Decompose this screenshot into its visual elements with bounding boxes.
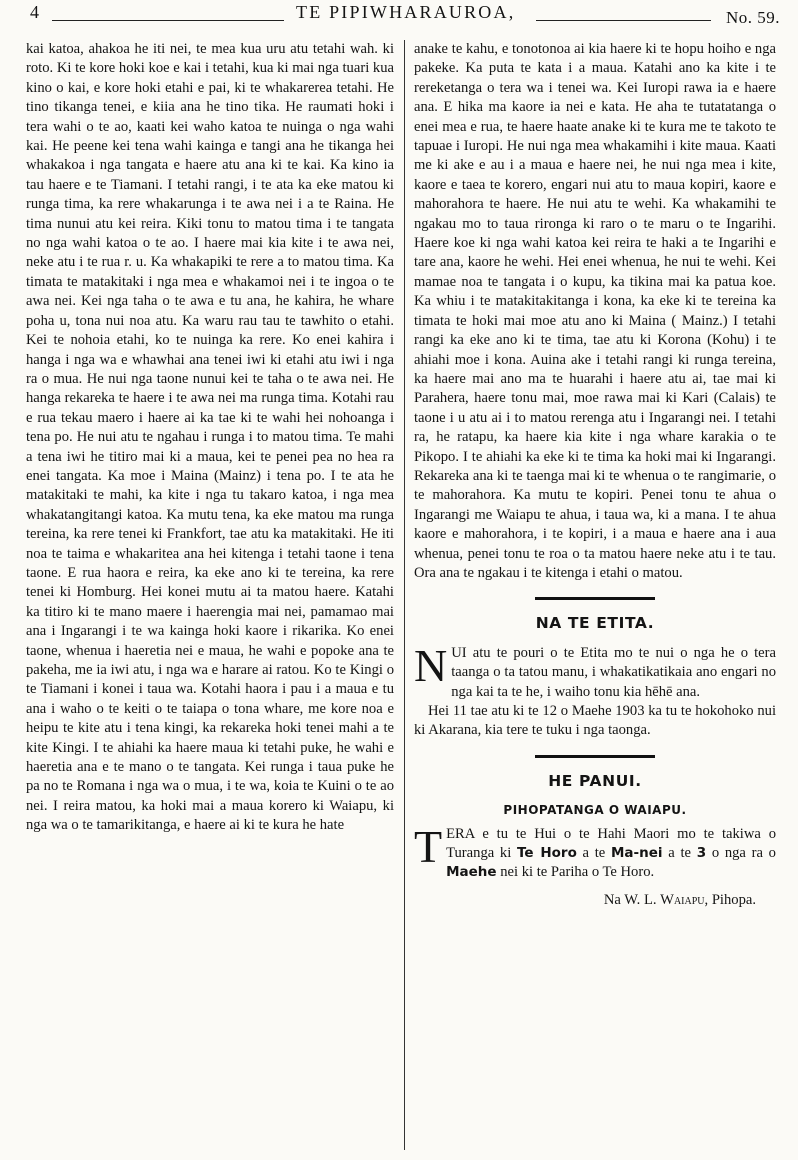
notice-heading: HE PANUI.: [548, 771, 642, 790]
notice-bold: Maehe: [446, 864, 497, 881]
notice-text: a te: [576, 845, 611, 862]
notice-section: [414, 772, 776, 910]
issue-number: No. 59.: [726, 8, 781, 27]
notice-text: o nga ra o: [706, 845, 776, 862]
section-rule: [535, 597, 655, 600]
signature: Na W. L. Waiapu, Pihopa.: [603, 891, 756, 908]
article-text: kai katoa, ahakoa he iti nei, te mea kua uru atu tetahi wah. ki roto. Ki te kore hoki koe e kai i tetahi, kua ki mai nga tuari kua kino o kai, e kore hoki etahi e pai, ki te whakarerea tetahi. He tino tikanga tenei, e kiia ana he tino tika. He raumati hoki i tera wahi o te ao, kaati kei waho katoa te nuinga o nga wahi kai. He peene kei tena wahi kainga e tangi ana he tikanga hei whakakoa i nga tangata e haere atu ana ki te kai. Ka kino ia tau haere e te Tiamani. I tetahi rangi, i te ata ka eke matou ki runga tima, ka rere whakarunga i te awa nei i a te Raina. He tima nunui atu kei reira. Kiki tonu to matou tima i te tangata no nga wahi katoa o te ao. I haere mai kia kite i te awa nei, neke atu i te rua r. u. Ka whakapiki te rere a to matou tima. Ka timata te matakitaki i nga mea e whakamoi nei i te ingoa o te awa nei. Kei nga taha o te awa e tu ana, he kahira, he whare poha u, tona nui noa atu. Ka waru rau tau te tawhito o etahi. Kei te nohoia etahi, ko te nuinga ka rere. Ko enei kahira i hanga i nga wa e whawhai ana tenei iwi ki etahi atu iwi i nga ra o mua. He nui nga taone nunui kei te taha o te awa nei. He hanga rekareka te haere i te awa nei ma runga tima. Kotahi rau e rua tekau maero i haere ai ka tae ki te wahi hei nohoanga i tena po. He nui atu te ngahau i runga i to matou tima. Te mahi a tena iwi he titiro mai ki a maua, kei te penei pea no hea ra enei tangata. Ka moe i Maina (Mainz) i tena po. I te ata he matakitaki te mahi, ka kite i nga tu takaro katoa, i nga mea whakatangitangi katoa. Ka mutu tena, ka eke matou ma runga tereina, ka rere tenei ki Frankfort, tae atu ka matakitaki. He iti noa te taima e whakaritea ana hei kitenga i tetahi taone i tena taone. E rua haora e reira, ka eke ano ki te tereina, ka rere tenei ki Homburg. Hei konei mutu ai ta matou haere. Katahi ka titiro ki te mano maere i haerengia mai nei, pamamao mai ana i Ingarangi i te wa kainga hoki kaore i rikarika. Ko enei taone, whenua i haeretia nei e maua, he wahi e popoke ana te pakeha, me ia iwi atu, i nga wa e harare ai ratou. Ko te Kingi o te Tiamani i konei i taua wa. Kotahi haora i pau i a maua e tu ana i waho o te keiti o te taiapa o tona whare, me kore noa e heipu te kite atu i tena kingi, ka rekareka hoki tenei mahi a te kite Kingi. I te ahiahi ka haere maua ki tetahi puke, he wahi e haeretia ana e te mano o te tangata. Kei runga i taua puke he pa no te Romana i nga wa o mua, i te wa, koia te Kuini o te ao nei. I reira matou, ka hoki mai a maua korero ki Waiapu, ki nga wa o te tamarikitanga, e haere ai ki te kura he hate: [26, 41, 394, 834]
notice-text: ERA e tu te Hui o te Hahi Maori mo te takiwa o Turanga ki: [446, 825, 776, 862]
notice-text: a te: [662, 845, 697, 862]
editor-paragraph: UI atu te pouri o te Etita mo te nui o nga he o tera taanga o ta tatou manu, i whakatikatikaia ano engari no nga kai ta te he, i waiho tonu kia hēhē ana.: [451, 644, 776, 700]
header-rule: [536, 20, 711, 21]
notice-bold: 3: [696, 845, 707, 862]
notice-bold: Ma-nei: [611, 845, 663, 862]
notice-subheading: PIHOPATANGA O WAIAPU.: [503, 803, 687, 818]
editor-paragraph-2: Hei 11 tae atu ki te 12 o Maehe 1903 ka tu te hokohoko nui ki Akarana, kia tere te tuku i nga taonga.: [414, 703, 776, 739]
right-column: [414, 40, 776, 910]
drop-cap: N: [414, 639, 448, 691]
notice-bold: Te Horo: [517, 845, 577, 862]
editor-heading: NA TE ETITA.: [535, 614, 655, 633]
page-number: 4: [30, 2, 39, 22]
notice-text: nei ki te Pariha o Te Horo.: [496, 864, 655, 881]
newspaper-title: TE PIPIWHARAUROA,: [296, 2, 516, 22]
page-header: [0, 0, 798, 40]
editor-section: [414, 614, 776, 740]
signature-name: Waiapu: [660, 891, 705, 908]
header-rule: [52, 20, 284, 21]
column-divider: [404, 40, 405, 1150]
left-column: [26, 40, 394, 836]
drop-cap: T: [414, 820, 443, 872]
article-text-continued: anake te kahu, e tonotonoa ai kia haere ki te hopu hoiho e nga pakeke. Ka puta te kata i a maua. Katahi ano ka kite i te rereketanga o tera wa i tenei wa. Kei Iuropi rawa ia e haere ana. E hika ma kaore ia nei e kata. He aha te tutatatanga o enei mea e rua, te haere haate anake ki te kura me te takoto te tapuae i Iuropi. He nui nga mea whakamihi i kite maua. Kaati me ki ake e au i a maua e haere nei, he nui nga mea i kite, kaore e taea te korero, engari nui atu to maua kopiri, kaore e mahorahora te haere. He nui atu te wehi. Ka whakamihi te ngakau mo to taua rironga ki raro o te maru o te Ingarihi. Haere koe ki nga wahi katoa kei reira te haki a te Ingarihi e tare ana, kaore he wehi. Hei enei whenua, he nui te wehi. Kei mamae noa te tangata i o kupu, ka tikina mai ka patua koe. Ka whiu i te matakitakitanga i kona, ka eke ki te tereina ka timata te hoki mai moe atu ano ki Maina ( Mainz.) I tetahi rangi ka eke ano ki te tima, tae atu ki Korona (Kohu) i te ahiahi moe i kona. Auina ake i tetahi rangi ki runga tereina, ka haere mai ano ma te huarahi i haere atu ai, tae mai ki Parahera, haere tonu mai, moe rawa mai ki Kari (Calais) te taone i u atu ai i to matou rerenga atu i Ingarangi nei. I tetahi ra, he ratapu, ka haere kia kite i nga whare karakia o te Pikopo. I te ahiahi ka eke ki te tima ka hoki mai ki Ingarangi. Rekareka ana ki te taenga mai ki te whenua o te rangimarie, o te mahorahora. Ka mutu te kopiri. Penei tonu te ahua o Ingarangi me Waiapu te ahua, i taua wa, ki a mana. I te ahua kaore e mahorahora, i te kopiri, i a maua e haere ana i aua whenua, penei tonu te roa o ta matou haere neke atu i te tau. Ora ana te ngakau i te kitenga i etahi o matou.: [414, 41, 776, 581]
section-rule: [535, 755, 655, 758]
